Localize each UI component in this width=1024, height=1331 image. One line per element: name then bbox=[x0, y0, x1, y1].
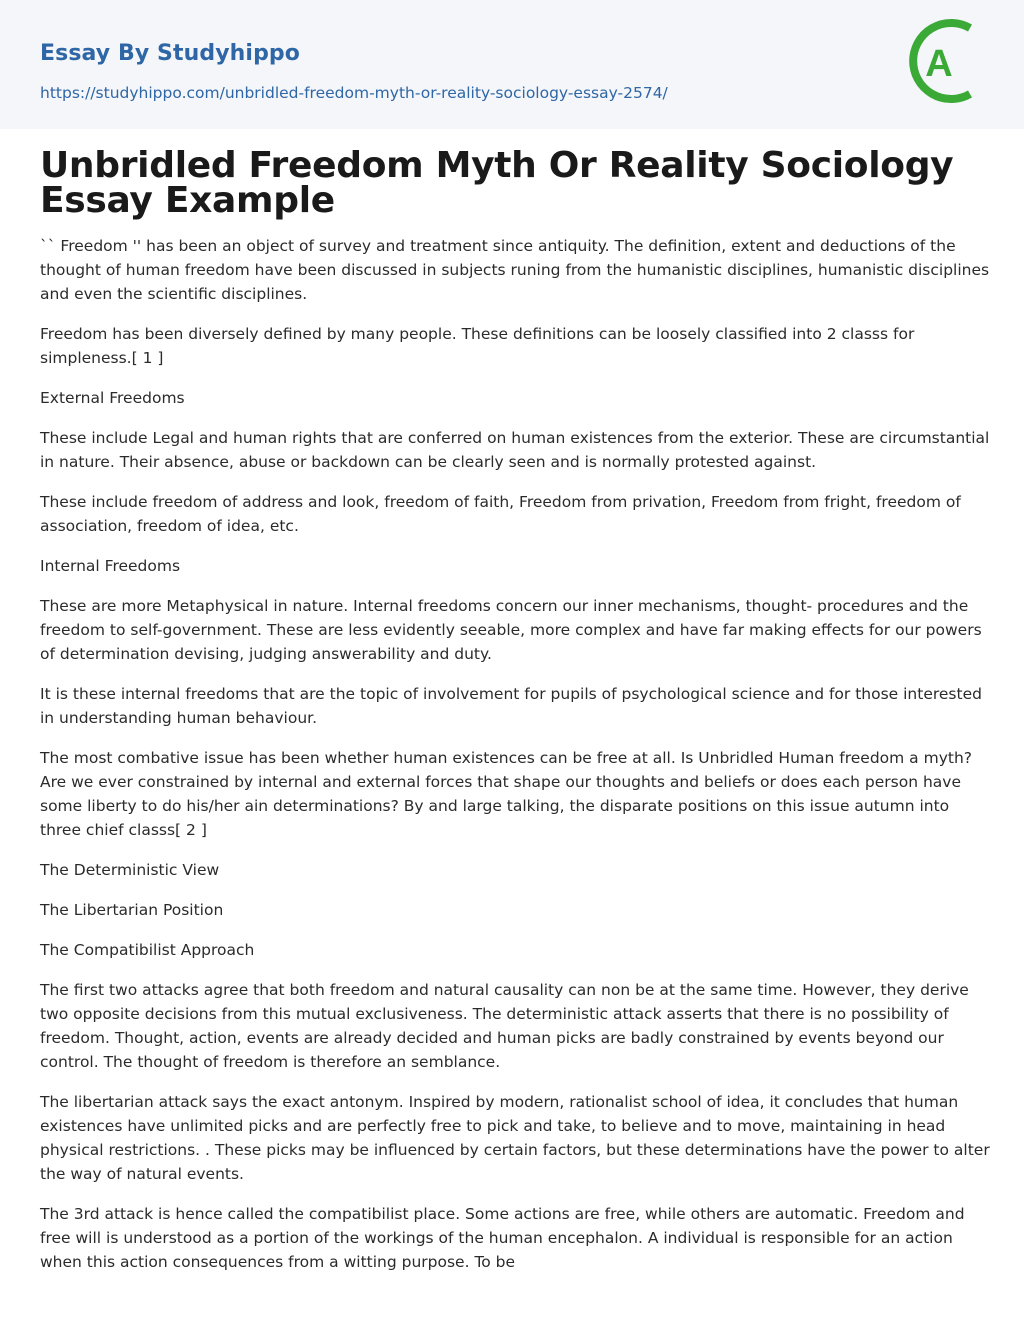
paragraph: The 3rd attack is hence called the compatibilist place. Some actions are free, while others are automatic. Freedom and free will is understood as a portion of the workings of the human encephalon. A individual is responsible for an action when this action consequences from a witting purpose. To be bbox=[40, 1205, 965, 1271]
studyhippo-logo-icon[interactable] bbox=[908, 16, 992, 106]
section-heading: Internal Freedoms bbox=[40, 557, 181, 575]
paragraph: It is these internal freedoms that are the topic of involvement for pupils of psychological science and for those interested in understanding human behaviour. bbox=[40, 685, 982, 727]
paragraph: Freedom has been diversely defined by many people. These definitions can be loosely classified into 2 classs for simpleness.[ 1 ] bbox=[40, 325, 915, 367]
paragraph: `` Freedom '' has been an object of survey and treatment since antiquity. The definition, extent and deductions of the thought of human freedom have been discussed in subjects runing from the humanistic disciplines, humanistic disciplines and even the scientific disciplines. bbox=[40, 237, 990, 303]
paragraph: The first two attacks agree that both freedom and natural causality can non be at the same time. However, they derive two opposite decisions from this mutual exclusiveness. The deterministic attack asserts that there is no possibility of freedom. Thought, action, events are already decided and human picks are badly constrained by events beyond our control. The thought of freedom is therefore an semblance. bbox=[40, 981, 969, 1071]
essay-body bbox=[40, 234, 990, 1290]
logo-letter: A bbox=[925, 43, 953, 85]
paragraph: These are more Metaphysical in nature. Internal freedoms concern our inner mechanisms, thought- procedures and the freedom to self-government. These are less evidently seeable, more complex and have far making effects for our powers of determination devising, judging answerability and duty. bbox=[40, 597, 982, 663]
list-item: The Compatibilist Approach bbox=[40, 941, 255, 959]
essay-url-link[interactable]: https://studyhippo.com/unbridled-freedom-myth-or-reality-sociology-essay-2574/ bbox=[40, 84, 668, 102]
paragraph: The libertarian attack says the exact antonym. Inspired by modern, rationalist school of idea, it concludes that human existences have unlimited picks and are perfectly free to pick and take, to believe and to move, maintaining in head physical restrictions. . These picks may be influenced by certain factors, but these determinations have the power to alter the way of natural events. bbox=[40, 1093, 990, 1183]
paragraph: These include freedom of address and look, freedom of faith, Freedom from privation, Freedom from fright, freedom of association, freedom of idea, etc. bbox=[40, 493, 961, 535]
paragraph: These include Legal and human rights that are conferred on human existences from the exterior. These are circumstantial in nature. Their absence, abuse or backdown can be clearly seen and is normally protested against. bbox=[40, 429, 990, 471]
list-item: The Libertarian Position bbox=[40, 901, 224, 919]
section-heading: External Freedoms bbox=[40, 389, 185, 407]
paragraph: The most combative issue has been whether human existences can be free at all. Is Unbridled Human freedom a myth? Are we ever constrained by internal and external forces that shape our thoughts and beliefs or does each person have some liberty to do his/her ain determinations? By and large talking, the disparate positions on this issue autumn into three chief classs[ 2 ] bbox=[40, 749, 972, 839]
site-brand[interactable]: Essay By Studyhippo bbox=[40, 41, 300, 66]
list-item: The Deterministic View bbox=[40, 861, 220, 879]
page-title: Unbridled Freedom Myth Or Reality Sociology Essay Example bbox=[40, 145, 954, 221]
site-header bbox=[0, 0, 1024, 129]
